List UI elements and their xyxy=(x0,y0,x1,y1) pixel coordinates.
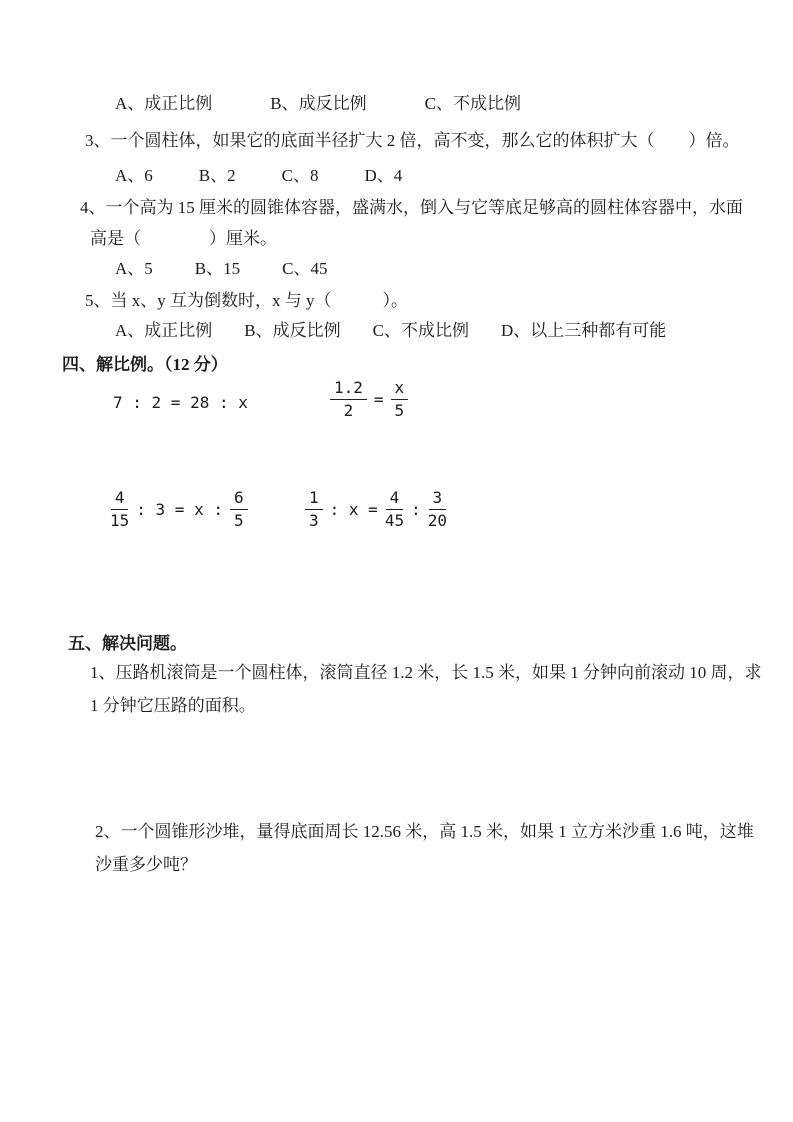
problem-2-text-line2: 沙重多少吨？ xyxy=(95,855,197,874)
section-5-heading: 五、解决问题。 xyxy=(68,634,187,653)
fraction-denominator: 2 xyxy=(343,401,354,421)
problem-2-text-line1: 2、一个圆锥形沙堆，量得底面周长 12.56 米，高 1.5 米，如果 1 立方米沙重 1.6 吨，这堆 xyxy=(95,822,754,841)
option-d: D、以上三种都有可能 xyxy=(500,321,667,340)
question-4-text-line1: 4、一个高为 15 厘米的圆锥体容器，盛满水，倒入与它等底足够高的圆柱体容器中，水面 xyxy=(80,198,743,217)
fraction-denominator: 15 xyxy=(110,511,130,531)
fraction xyxy=(230,489,248,531)
option-c: C、45 xyxy=(282,259,328,278)
option-c: C、不成比例 xyxy=(372,321,469,340)
fraction xyxy=(110,489,129,531)
fraction-denominator: 5 xyxy=(394,401,405,421)
question-3-text: 3、一个圆柱体，如果它的底面半径扩大 2 倍，高不变，那么它的体积扩大（ ）倍。 xyxy=(85,131,740,150)
equation-3 xyxy=(108,489,250,531)
option-b: B、2 xyxy=(198,166,236,185)
section-4-heading: 四、解比例。（12 分） xyxy=(62,355,228,374)
fraction xyxy=(385,489,404,531)
option-a: A、成正比例 xyxy=(115,94,213,113)
fraction xyxy=(305,489,323,531)
fraction-denominator: 45 xyxy=(384,511,405,531)
problem-1-text-line2: 1 分钟它压路的面积。 xyxy=(90,696,256,715)
option-c: C、8 xyxy=(281,166,319,185)
question-2-options xyxy=(115,93,521,115)
equation-text: 7 : 2 = 28 : x xyxy=(113,393,248,412)
option-a: A、5 xyxy=(115,259,153,278)
equation-text: : xyxy=(411,500,421,520)
equation-4 xyxy=(303,489,449,531)
fraction-denominator: 20 xyxy=(427,511,447,531)
option-a: A、6 xyxy=(115,166,153,185)
question-5-text: 5、当 x、y 互为倒数时，x 与 y（ ）。 xyxy=(85,291,408,310)
question-5-options xyxy=(115,320,666,342)
equation-text: : x = xyxy=(329,500,378,520)
equation-1 xyxy=(108,393,253,412)
fraction-numerator: x xyxy=(391,379,409,400)
problem-1-text-line1: 1、压路机滚筒是一个圆柱体，滚筒直径 1.2 米，长 1.5 米，如果 1 分钟向前滚动 10 周，求 xyxy=(90,663,762,682)
fraction xyxy=(330,379,367,421)
question-4-options xyxy=(115,258,327,280)
fraction xyxy=(391,379,409,421)
option-d: D、4 xyxy=(364,166,403,185)
fraction-numerator: 4 xyxy=(111,489,129,510)
question-3-options xyxy=(115,165,402,187)
option-c: C、不成比例 xyxy=(424,94,521,113)
equation-text: : 3 = x : xyxy=(136,500,223,520)
fraction-denominator: 3 xyxy=(309,511,319,531)
option-b: B、成反比例 xyxy=(270,94,367,113)
option-b: B、15 xyxy=(194,259,241,278)
fraction-numerator: 3 xyxy=(429,489,447,510)
equation-text: = xyxy=(373,390,384,410)
fraction-numerator: 6 xyxy=(230,489,248,510)
fraction-numerator: 4 xyxy=(386,489,404,510)
equation-2 xyxy=(328,379,410,421)
question-4-text-line2: 高是（ ）厘米。 xyxy=(90,229,277,248)
option-b: B、成反比例 xyxy=(244,321,341,340)
fraction-numerator: 1.2 xyxy=(330,379,367,400)
fraction-denominator: 5 xyxy=(233,511,244,531)
option-a: A、成正比例 xyxy=(115,321,213,340)
fraction xyxy=(428,489,447,531)
fraction-numerator: 1 xyxy=(305,489,323,510)
